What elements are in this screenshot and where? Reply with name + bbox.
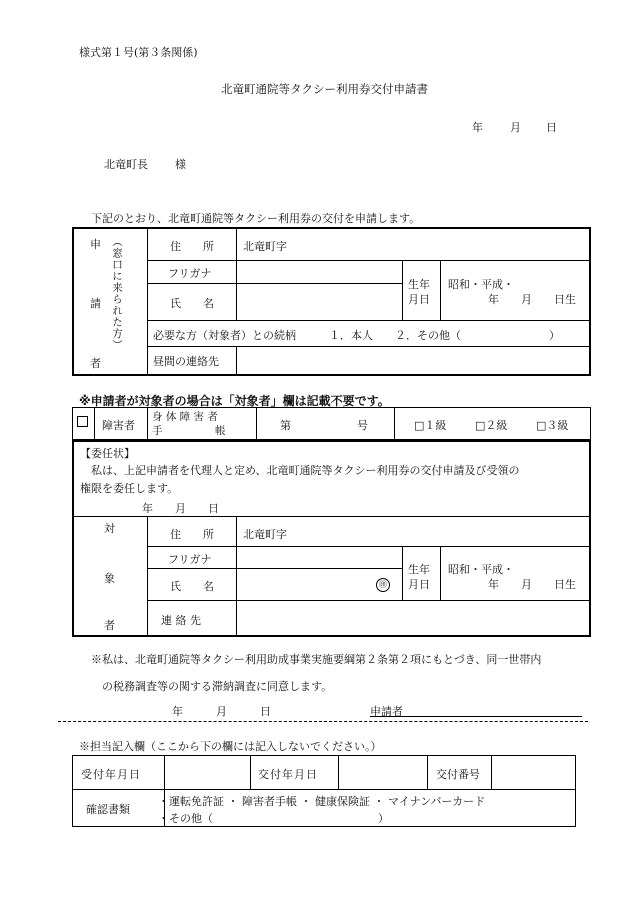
notice-no-subject-needed: ※申請者が対象者の場合は「対象者」欄は記載不要です。 — [79, 394, 390, 408]
applicant-birth-label-1: 生年 — [408, 278, 430, 291]
grade-3-checkbox[interactable]: □３級 — [536, 419, 569, 432]
addressee-honorific: 様 — [175, 158, 186, 171]
applicant-furigana-label: フリガナ — [168, 267, 212, 280]
subject-birth-date-field[interactable]: 年 月 日生 — [488, 578, 576, 591]
applicant-birth-label-2: 月日 — [408, 293, 430, 306]
applicant-contact-field[interactable] — [238, 348, 588, 373]
subject-address-label: 住 所 — [170, 528, 214, 541]
consent-signature-line[interactable] — [370, 716, 582, 717]
disability-label: 障害者 — [102, 419, 135, 432]
applicant-address-field[interactable]: 北竜町字 — [243, 240, 287, 253]
subject-label-3: 者 — [104, 619, 115, 632]
cut-line — [58, 721, 588, 722]
applicant-sub-label: （窓口に来られた方） — [111, 236, 123, 351]
applicant-relation[interactable]: 必要な方（対象者）との続柄 １．本人 ２．その他（ ） — [153, 329, 560, 342]
subject-birth-label-2: 月日 — [408, 578, 430, 591]
applicant-era-options[interactable]: 昭和・平成・ — [448, 278, 514, 291]
subject-contact-field[interactable] — [238, 602, 588, 634]
applicant-furigana-field[interactable] — [238, 262, 400, 281]
delegation-line1: 私は、上記申請者を代理人と定め、北竜町通院等タクシー利用券の交付申請及び受領の — [91, 464, 520, 477]
applicant-label-2: 請 — [90, 297, 101, 310]
consent-date[interactable]: 年 月 日 — [172, 705, 271, 718]
notebook-label-line2: 手 帳 — [152, 425, 226, 437]
date-day-label: 日 — [546, 121, 557, 134]
date-year-label: 年 — [472, 121, 483, 134]
intro-text: 下記のとおり、北竜町通院等タクシー利用券の交付を申請します。 — [91, 212, 421, 225]
applicant-label-1: 申 — [90, 238, 101, 251]
office-notice: ※担当記入欄（ここから下の欄には記入しないでください。） — [79, 740, 382, 753]
notebook-label-line1: 身 体 障 害 者 — [152, 411, 218, 423]
grade-1-checkbox[interactable]: □１級 — [414, 419, 447, 432]
applicant-name-field[interactable] — [238, 285, 400, 318]
subject-furigana-field[interactable] — [238, 548, 400, 567]
receipt-date-label: 受付年月日 — [81, 768, 141, 781]
subject-birth-label-1: 生年 — [408, 563, 430, 576]
disability-checkbox[interactable] — [77, 416, 89, 429]
delegation-date[interactable]: 年 月 日 — [142, 502, 219, 515]
consent-applicant-label: 申請者 — [370, 705, 403, 718]
subject-name-label: 氏 名 — [170, 580, 214, 593]
subject-label-1: 対 — [104, 522, 115, 535]
addressee: 北竜町長 — [104, 158, 148, 171]
date-month-label: 月 — [510, 121, 521, 134]
consent-line2: の税務調査等の関する滞納調査に同意します。 — [102, 680, 333, 693]
subject-era-options[interactable]: 昭和・平成・ — [448, 563, 514, 576]
form-number: 様式第１号(第３条関係) — [79, 46, 198, 59]
notebook-number-field[interactable]: 第 号 — [280, 419, 368, 432]
docs-line2[interactable]: ・その他（ ） — [158, 812, 389, 825]
applicant-label-3: 者 — [90, 357, 101, 370]
subject-address-field[interactable]: 北竜町字 — [243, 528, 287, 541]
delegation-line2: 権限を委任します。 — [80, 482, 179, 495]
subject-contact-label: 連 絡 先 — [161, 614, 201, 627]
seal-mark: ㊞ — [376, 578, 390, 592]
subject-label-2: 象 — [104, 572, 115, 585]
issue-date-label: 交付年月日 — [258, 768, 318, 781]
applicant-address-label: 住 所 — [170, 240, 214, 253]
delegation-heading: 【委任状】 — [80, 447, 135, 460]
applicant-contact-label: 昼間の連絡先 — [153, 355, 219, 368]
consent-line1: ※私は、北竜町通院等タクシー利用助成事業実施要綱第２条第２項にもとづき、同一世帯内 — [91, 653, 542, 666]
issue-number-label: 交付番号 — [436, 768, 480, 781]
docs-label: 確認書類 — [86, 803, 130, 816]
applicant-name-label: 氏 名 — [170, 297, 214, 310]
subject-furigana-label: フリガナ — [168, 553, 212, 566]
form-title: 北竜町通院等タクシー利用券交付申請書 — [221, 82, 428, 96]
grade-2-checkbox[interactable]: □２級 — [475, 419, 508, 432]
docs-line1[interactable]: ・運転免許証 ・ 障害者手帳 ・ 健康保険証 ・ マイナンバーカード — [158, 795, 486, 808]
applicant-birth-date-field[interactable]: 年 月 日生 — [488, 293, 576, 306]
